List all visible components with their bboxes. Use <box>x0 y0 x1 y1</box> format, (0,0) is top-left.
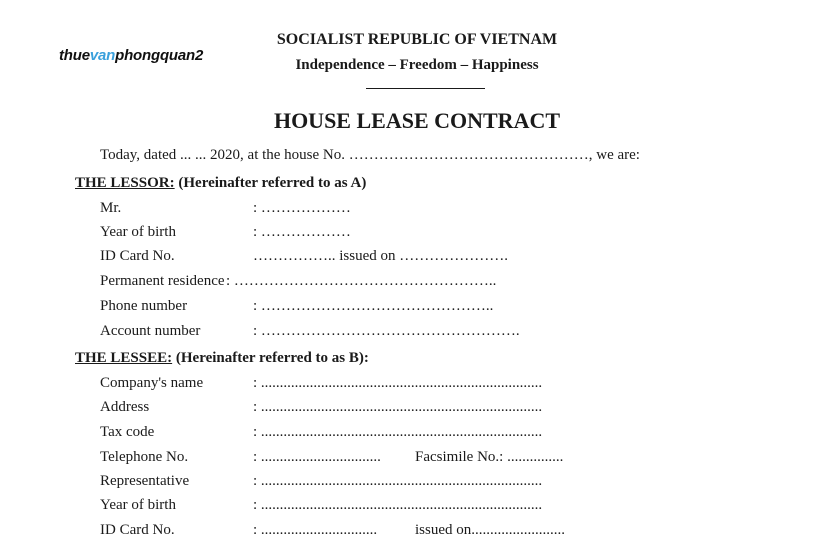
issued-on-label: issued on <box>415 522 472 538</box>
lessee-field-id-card <box>0 522 826 544</box>
field-label: Account number <box>100 323 201 339</box>
issued-on-value: ......................... <box>471 522 565 538</box>
lessee-field-telephone <box>0 449 826 471</box>
lessor-field-id-card <box>0 248 826 270</box>
lessor-heading-label: THE LESSOR: <box>75 175 175 191</box>
motto-heading: Independence – Freedom – Happiness <box>295 57 539 73</box>
issued-on-group <box>415 522 565 539</box>
field-label: Telephone No. <box>100 449 189 465</box>
facsimile-group <box>415 449 563 466</box>
field-label: ID Card No. <box>100 248 175 264</box>
field-label: ID Card No. <box>100 522 175 538</box>
facsimile-value: ............... <box>503 449 564 465</box>
field-value: : ……………… <box>253 200 351 216</box>
field-value: : ............................... <box>253 522 378 538</box>
header-divider <box>366 88 485 89</box>
lessee-field-year-of-birth <box>0 497 826 519</box>
field-label: Representative <box>100 473 190 489</box>
field-label: Address <box>100 399 150 415</box>
lessor-field-name <box>0 200 826 222</box>
field-value: : ........................................................................... <box>253 497 543 513</box>
lessee-field-tax-code <box>0 424 826 446</box>
lessor-heading <box>75 175 366 192</box>
lessor-field-residence <box>0 273 826 295</box>
field-label: Mr. <box>100 200 122 216</box>
field-label: Year of birth <box>100 224 176 240</box>
lessee-field-company <box>0 375 826 397</box>
field-value: : ……………………………………………. <box>253 323 520 339</box>
field-value: : …………………………………………….. <box>226 273 497 289</box>
lessee-heading-note: (Hereinafter referred to as B): <box>172 350 369 366</box>
field-value: : ……………… <box>253 224 351 240</box>
lessor-field-year-of-birth <box>0 224 826 246</box>
field-value: : ................................ <box>253 449 381 465</box>
field-value: : ........................................................................... <box>253 473 543 489</box>
watermark-part-1: thue <box>59 47 90 64</box>
lessee-heading-label: THE LESSEE: <box>75 350 173 366</box>
field-label: Phone number <box>100 298 188 314</box>
contract-title: HOUSE LEASE CONTRACT <box>273 108 561 133</box>
watermark-part-3: phongquan2 <box>115 47 204 64</box>
watermark-part-2: van <box>89 47 116 64</box>
field-label: Year of birth <box>100 497 176 513</box>
lessor-field-account <box>0 323 826 345</box>
field-label: Company's name <box>100 375 204 391</box>
lessor-heading-note: (Hereinafter referred to as A) <box>174 175 367 191</box>
intro-line: Today, dated ... ... 2020, at the house No. …………………………………………, we are: <box>100 147 640 163</box>
field-value: : ........................................................................... <box>253 424 543 440</box>
lessor-field-phone <box>0 298 826 320</box>
lessee-heading <box>75 350 369 367</box>
field-value: : ........................................................................... <box>253 375 543 391</box>
field-label: Permanent residence <box>100 273 225 289</box>
lessee-field-address <box>0 399 826 421</box>
field-value: : ……………………………………….. <box>253 298 494 314</box>
country-heading: SOCIALIST REPUBLIC OF VIETNAM <box>276 31 558 48</box>
facsimile-label: Facsimile No.: <box>415 449 504 465</box>
lessee-field-representative <box>0 473 826 495</box>
field-label: Tax code <box>100 424 155 440</box>
field-value: …………….. issued on …………………. <box>253 248 508 264</box>
field-value: : ........................................................................... <box>253 399 543 415</box>
